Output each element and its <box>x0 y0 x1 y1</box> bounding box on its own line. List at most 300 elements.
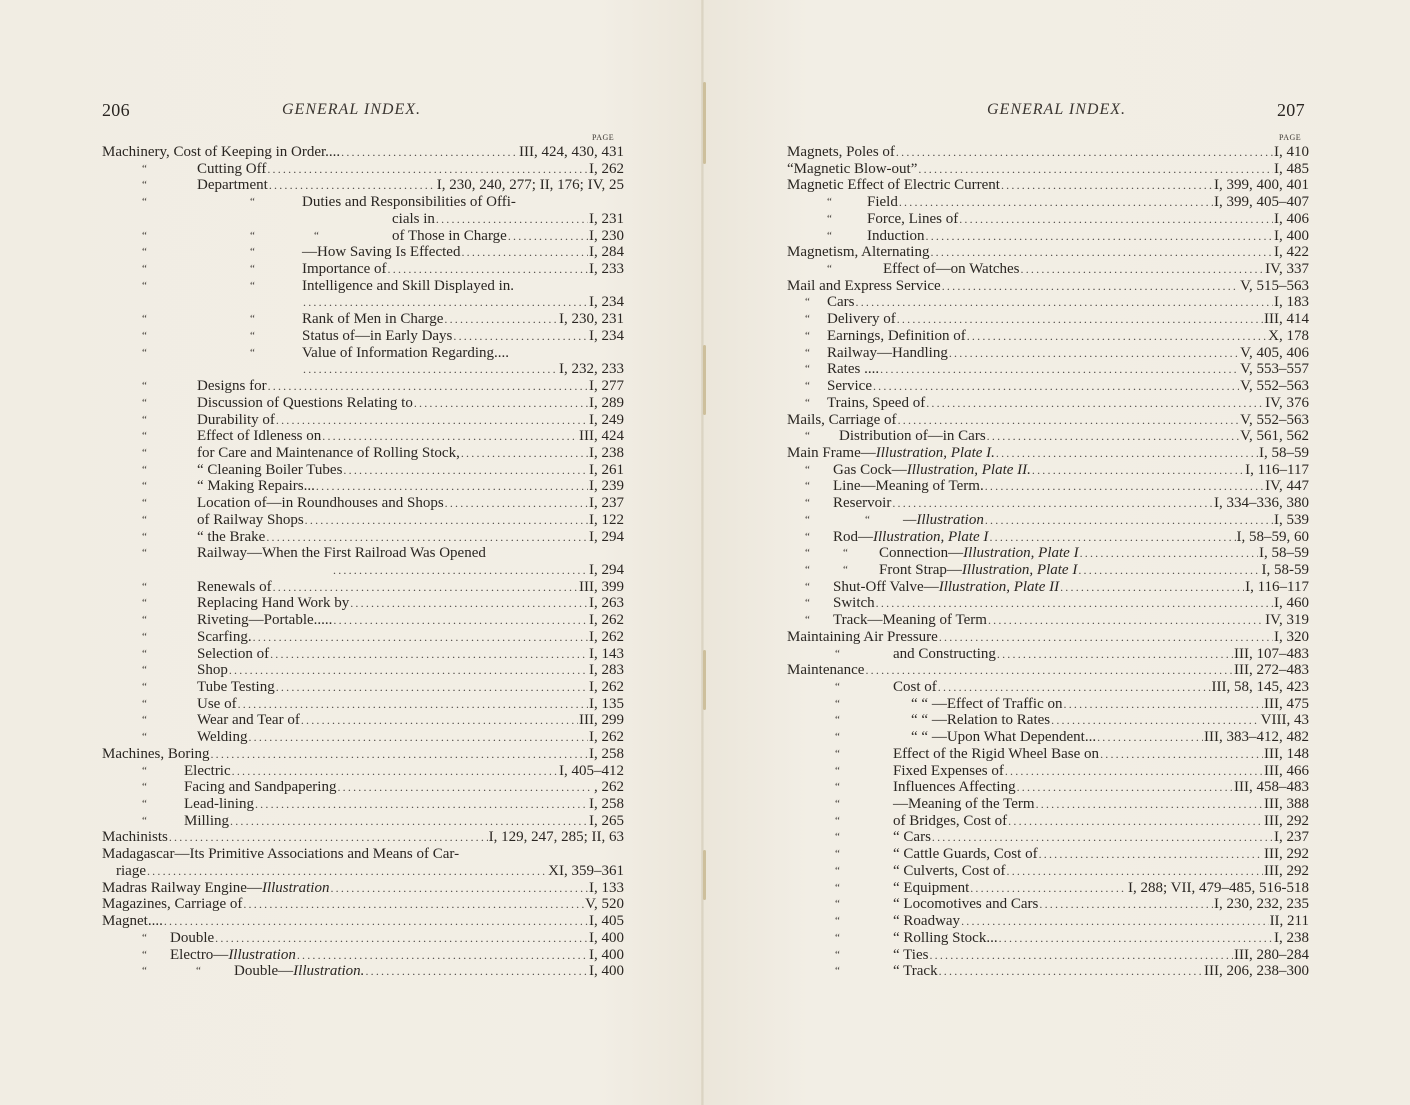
dot-leader <box>987 428 1239 445</box>
page-reference: I, 263 <box>589 595 624 612</box>
ditto-mark: “ <box>835 915 840 928</box>
dot-leader <box>388 261 588 278</box>
index-entry <box>787 562 1309 579</box>
entry-text: riage <box>116 862 146 879</box>
ditto-mark: “ <box>142 647 147 660</box>
index-entry <box>787 177 1309 194</box>
index-entry <box>102 579 624 596</box>
dot-leader <box>988 612 1264 629</box>
entry-italic: Illustration <box>261 879 330 896</box>
ditto-mark: “ <box>835 814 840 827</box>
dot-leader <box>232 763 558 780</box>
dot-leader <box>1051 712 1260 729</box>
index-entry <box>102 345 624 362</box>
entry-text: Location of—in Roundhouses and Shops <box>197 495 444 512</box>
page-reference: I, 230, 231 <box>559 311 624 328</box>
page-number-right: 207 <box>1277 100 1305 120</box>
dot-leader <box>147 863 547 880</box>
entry-text: Cars <box>827 294 855 311</box>
dot-leader <box>444 311 558 328</box>
ditto-mark: “ <box>805 530 810 543</box>
entry-text: Main Frame—Illustration, Plate I. <box>787 444 995 461</box>
dot-leader <box>961 913 1269 930</box>
index-entry <box>787 880 1309 897</box>
ditto-mark: “ <box>142 630 147 643</box>
ditto-mark: “ <box>142 597 147 610</box>
entry-text: Riveting—Portable..... <box>197 612 333 629</box>
entry-text: Railway—Handling <box>827 344 948 361</box>
page-reference: V, 552–563 <box>1240 378 1309 395</box>
page-reference: I, 230, 232, 235 <box>1214 896 1309 913</box>
ditto-mark: “ <box>835 965 840 978</box>
entry-text: Milling <box>184 812 230 829</box>
ditto-mark: “ <box>827 229 832 242</box>
index-entry <box>787 729 1309 746</box>
index-entry <box>787 763 1309 780</box>
page-reference: I, 294 <box>589 528 624 545</box>
entry-text: —Meaning of the Term <box>893 796 1035 813</box>
entry-text: Rod—Illustration, Plate I <box>833 528 989 545</box>
ditto-mark: “ <box>805 346 810 359</box>
dot-leader <box>322 428 578 445</box>
index-entry <box>787 261 1309 278</box>
entry-text: Rank of Men in Charge <box>302 311 444 328</box>
page-reference: I, 234 <box>589 294 624 311</box>
entry-text: “ Cattle Guards, Cost of <box>893 846 1038 863</box>
dot-leader <box>989 529 1235 546</box>
page-reference: I, 485 <box>1274 160 1309 177</box>
dot-leader <box>330 880 588 897</box>
entry-text: Mail and Express Service <box>787 277 941 294</box>
ditto-mark: “ <box>835 931 840 944</box>
entry-text: Cutting Off <box>197 160 267 177</box>
page-reference: I, 231 <box>589 210 624 227</box>
ditto-mark: “ <box>835 831 840 844</box>
index-entry <box>787 428 1309 445</box>
entry-text: Importance of <box>302 261 387 278</box>
entry-text: Maintenance <box>787 662 865 679</box>
entry-text: Fixed Expenses of <box>893 762 1004 779</box>
page-reference: I, 405 <box>589 913 624 930</box>
page-reference: III, 280–284 <box>1234 946 1309 963</box>
dot-leader <box>1005 763 1263 780</box>
entry-text: Rates .... <box>827 361 880 378</box>
page-reference: I, 283 <box>589 662 624 679</box>
dot-leader <box>926 228 1274 245</box>
dot-leader <box>238 696 588 713</box>
index-entry <box>102 311 624 328</box>
index-entry <box>787 947 1309 964</box>
entry-text: cials in <box>392 210 435 227</box>
ditto-mark: “ <box>805 547 810 560</box>
entry-text: —How Saving Is Effected <box>302 244 461 261</box>
index-entry <box>787 612 1309 629</box>
page-reference: III, 148 <box>1264 745 1309 762</box>
index-entry <box>102 930 624 947</box>
dot-leader <box>1017 779 1233 796</box>
entry-text: Replacing Hand Work by <box>197 595 350 612</box>
index-entry <box>787 646 1309 663</box>
page-reference: I, 289 <box>589 394 624 411</box>
ditto-mark: “ <box>805 580 810 593</box>
page-reference: III, 424 <box>579 428 624 445</box>
ditto-mark: “ <box>805 296 810 309</box>
page-reference: V, 405, 406 <box>1240 344 1309 361</box>
dot-leader <box>267 161 588 178</box>
index-entry <box>102 796 624 813</box>
index-entry <box>787 328 1309 345</box>
ditto-mark: “ <box>827 212 832 225</box>
entry-italic: Illustration, Plate I <box>961 561 1078 578</box>
page-reference: I, 230, 240, 277; II, 176; IV, 25 <box>436 177 624 194</box>
entry-text: Shop <box>197 662 228 679</box>
ditto-mark: “ <box>142 396 147 409</box>
dot-leader <box>341 144 518 161</box>
index-entry <box>787 829 1309 846</box>
dot-leader <box>1036 796 1263 813</box>
index-entry <box>102 846 624 863</box>
entry-text: Earnings, Definition of <box>827 327 966 344</box>
page-reference: I, 230 <box>589 227 624 244</box>
index-entry <box>102 612 624 629</box>
ditto-mark: “ <box>805 363 810 376</box>
page-reference: III, 458–483 <box>1234 779 1309 796</box>
entry-text: and Constructing <box>893 645 996 662</box>
entry-text: Switch <box>833 595 875 612</box>
dot-leader <box>996 445 1258 462</box>
index-entry <box>787 913 1309 930</box>
dot-leader <box>970 880 1127 897</box>
ditto-mark: “ <box>835 781 840 794</box>
entry-text: Machines, Boring <box>102 745 210 762</box>
dot-leader <box>897 311 1263 328</box>
page-reference: IV, 376 <box>1265 394 1309 411</box>
index-entry <box>102 545 624 562</box>
index-entry <box>787 930 1309 947</box>
dot-leader <box>876 595 1273 612</box>
ditto-mark: “ <box>142 530 147 543</box>
entry-text <box>903 512 984 529</box>
index-entry <box>102 495 624 512</box>
page-reference: III, 272–483 <box>1234 662 1309 679</box>
page-reference: I, 262 <box>589 612 624 629</box>
dot-leader <box>1021 261 1265 278</box>
page-reference: I, 265 <box>589 812 624 829</box>
ditto-mark: “ <box>843 563 848 576</box>
index-entry <box>787 679 1309 696</box>
index-entry <box>102 913 624 930</box>
index-entry <box>787 595 1309 612</box>
index-entry <box>102 696 624 713</box>
dot-leader <box>169 829 488 846</box>
page-reference: I, 233 <box>589 261 624 278</box>
dot-leader <box>856 294 1274 311</box>
entry-text: “ Cars <box>893 829 931 846</box>
entry-text: Wear and Tear of <box>197 712 300 729</box>
dot-leader <box>276 412 588 429</box>
ditto-mark: “ <box>805 497 810 510</box>
entry-text: Department <box>197 177 268 194</box>
page-reference: I, 400 <box>589 946 624 963</box>
entry-text: Designs for <box>197 378 267 395</box>
entry-text: Double—Illustration. <box>234 963 365 980</box>
dot-leader <box>215 930 588 947</box>
index-entry <box>102 947 624 964</box>
entry-text: “ “ —Relation to Rates <box>911 712 1051 729</box>
entry-text: of Bridges, Cost of <box>893 812 1008 829</box>
dot-leader <box>461 244 588 261</box>
entry-text: Track—Meaning of Term <box>833 612 987 629</box>
ditto-mark: “ <box>805 480 810 493</box>
entry-text: Magnetic Effect of Electric Current <box>787 177 1000 194</box>
ditto-mark: “ <box>835 647 840 660</box>
index-column-right <box>787 144 1309 980</box>
ditto-mark: “ <box>142 781 147 794</box>
entry-text: for Care and Maintenance of Rolling Stock, <box>197 444 460 461</box>
dot-leader <box>985 478 1264 495</box>
index-entry <box>102 412 624 429</box>
page-reference: I, 129, 247, 285; II, 63 <box>488 829 624 846</box>
page-reference: I, 116–117 <box>1245 578 1309 595</box>
ditto-mark: “ <box>142 196 147 209</box>
dot-leader <box>932 829 1273 846</box>
index-entry <box>787 796 1309 813</box>
ditto-mark: “ <box>142 179 147 192</box>
entry-text: Facing and Sandpapering <box>184 779 337 796</box>
dot-leader <box>896 144 1273 161</box>
dot-leader <box>365 963 588 980</box>
entry-text: Cost of <box>893 679 937 695</box>
dot-leader <box>999 930 1273 947</box>
page-reference: I, 539 <box>1274 511 1309 528</box>
entry-text: Magnetism, Alternating <box>787 244 930 261</box>
entry-text: Connection—Illustration, Plate I <box>879 545 1079 562</box>
page-reference: IV, 447 <box>1265 478 1309 495</box>
page-reference: I, 284 <box>589 244 624 261</box>
index-entry <box>102 177 624 194</box>
page-reference: I, 399, 405–407 <box>1214 194 1309 211</box>
page-reference: I, 258 <box>589 745 624 762</box>
dot-leader <box>248 729 588 746</box>
dot-leader <box>959 211 1273 228</box>
index-entry <box>787 529 1309 546</box>
left-page <box>0 0 703 1105</box>
ditto-mark: “ <box>835 848 840 861</box>
entry-text: Electro—Illustration <box>170 946 296 963</box>
page-reference: I, 288; VII, 479–485, 516-518 <box>1128 879 1309 896</box>
index-entry <box>787 144 1309 161</box>
page-reference: I, 261 <box>589 461 624 478</box>
dot-leader <box>949 345 1239 362</box>
entry-text: Welding <box>197 729 248 746</box>
ditto-mark: “ <box>142 430 147 443</box>
ditto-mark: “ <box>250 346 255 359</box>
entry-italic: Illustration <box>228 946 296 963</box>
page-reference: I, 238 <box>589 444 624 461</box>
dot-leader <box>269 177 436 194</box>
page-reference: I, 239 <box>589 478 624 495</box>
index-entry <box>787 194 1309 211</box>
dot-leader <box>297 947 588 964</box>
dot-leader <box>873 378 1239 395</box>
index-entry <box>102 228 624 245</box>
index-entry <box>787 278 1309 295</box>
ditto-mark: “ <box>835 731 840 744</box>
entry-text: Renewals of <box>197 578 272 595</box>
index-entry <box>787 395 1309 412</box>
dot-leader <box>1097 729 1203 746</box>
ditto-mark: “ <box>835 697 840 710</box>
index-entry <box>787 545 1309 562</box>
entry-text: Trains, Speed of <box>827 394 926 411</box>
dot-leader <box>865 662 1233 679</box>
index-entry <box>102 863 624 880</box>
page-reference: IV, 319 <box>1265 612 1309 629</box>
entry-text: Discussion of Questions Relating to <box>197 394 413 411</box>
entry-text: “ Cleaning Boiler Tubes <box>197 461 343 478</box>
ditto-mark: “ <box>142 513 147 526</box>
entry-text: Machinists <box>102 829 168 846</box>
entry-text: Delivery of <box>827 311 896 328</box>
dot-leader <box>164 913 588 930</box>
ditto-mark: “ <box>142 313 147 326</box>
index-entry <box>102 261 624 278</box>
dot-leader <box>898 412 1240 429</box>
page-reference: , 262 <box>594 779 624 796</box>
ditto-mark: “ <box>250 263 255 276</box>
index-entry <box>102 595 624 612</box>
dot-leader <box>1039 896 1213 913</box>
entry-text: Induction <box>867 227 925 244</box>
entry-text: Scarfing. <box>197 628 252 645</box>
entry-text: Magnets, Poles of <box>787 144 895 160</box>
ditto-mark: “ <box>142 681 147 693</box>
index-entry <box>787 629 1309 646</box>
book-gutter <box>701 0 704 1105</box>
page-reference: I, 334–336, 380 <box>1214 495 1309 512</box>
index-entry <box>102 328 624 345</box>
page-reference: III, 292 <box>1264 846 1309 863</box>
index-entry <box>102 144 624 161</box>
dot-leader <box>967 328 1267 345</box>
dot-leader <box>453 328 588 345</box>
entry-text: “ Roadway <box>893 913 961 930</box>
page-reference: III, 299 <box>579 712 624 729</box>
page-reference: III, 292 <box>1264 862 1309 879</box>
entry-text: “ Locomotives and Cars <box>893 896 1039 913</box>
binding-stitch <box>703 345 706 415</box>
dot-leader <box>1032 462 1244 479</box>
dot-leader <box>303 361 558 378</box>
dot-leader <box>899 194 1213 211</box>
index-entry <box>102 462 624 479</box>
dot-leader <box>939 629 1273 646</box>
binding-stitch <box>703 650 706 710</box>
dot-leader <box>1080 545 1258 562</box>
entry-text: “Magnetic Blow-out” <box>787 160 918 177</box>
index-entry <box>787 712 1309 729</box>
index-entry <box>787 579 1309 596</box>
index-entry <box>787 746 1309 763</box>
entry-text: Selection of <box>197 645 270 662</box>
page-reference: III, 424, 430, 431 <box>519 144 624 160</box>
entry-italic: Illustration, Plate I <box>963 545 1079 562</box>
index-entry <box>102 294 624 311</box>
entry-text: “ “ —Effect of Traffic on <box>911 695 1063 712</box>
index-entry <box>787 445 1309 462</box>
page-reference: I, 258 <box>589 796 624 813</box>
page-reference: III, 414 <box>1264 311 1309 328</box>
ditto-mark: “ <box>142 413 147 426</box>
page-column-label-right: PAGE <box>1279 133 1302 142</box>
entry-text: Reservoir <box>833 495 892 512</box>
page-reference: I, 234 <box>589 327 624 344</box>
ditto-mark: “ <box>142 798 147 811</box>
ditto-mark: “ <box>250 329 255 342</box>
entry-text: “ Ties <box>893 946 929 963</box>
page-reference: I, 400 <box>1274 227 1309 244</box>
entry-text: “ Track <box>893 963 938 980</box>
index-entry <box>102 378 624 395</box>
index-entry <box>102 763 624 780</box>
ditto-mark: “ <box>142 263 147 276</box>
ditto-mark: “ <box>835 798 840 811</box>
index-entry <box>102 161 624 178</box>
dot-leader <box>1008 813 1263 830</box>
index-entry <box>102 880 624 897</box>
ditto-mark: “ <box>142 446 147 459</box>
entry-text: Madagascar—Its Primitive Associations and Means of Car- <box>102 846 460 863</box>
dot-leader <box>337 779 593 796</box>
page-reference: I, 58–59, 60 <box>1236 528 1309 545</box>
dot-leader <box>930 244 1273 261</box>
entry-text: of Those in Charge <box>392 227 507 244</box>
ditto-mark: “ <box>827 263 832 276</box>
entry-text: Mails, Carriage of <box>787 411 897 428</box>
ditto-mark: “ <box>835 714 840 727</box>
index-entry <box>102 813 624 830</box>
ditto-mark: “ <box>142 162 147 175</box>
ditto-mark: “ <box>142 965 147 978</box>
ditto-mark: “ <box>250 279 255 292</box>
ditto-mark: “ <box>805 563 810 576</box>
ditto-mark: “ <box>835 881 840 894</box>
page-reference: I, 133 <box>589 879 624 896</box>
ditto-mark: “ <box>835 681 840 693</box>
index-entry <box>102 896 624 913</box>
index-entry <box>102 779 624 796</box>
dot-leader <box>253 629 588 646</box>
right-page <box>703 0 1410 1105</box>
page-reference: I, 262 <box>589 679 624 695</box>
dot-leader <box>508 228 588 245</box>
ditto-mark: “ <box>142 697 147 710</box>
dot-leader <box>1064 696 1264 713</box>
entry-text: Gas Cock—Illustration, Plate II. <box>833 461 1031 478</box>
entry-text: Magnet.... <box>102 913 163 930</box>
dot-leader <box>301 712 578 729</box>
ditto-mark: “ <box>865 513 870 526</box>
entry-italic: Illustration, Plate II <box>938 578 1060 595</box>
ditto-mark: “ <box>843 547 848 560</box>
ditto-mark: “ <box>250 246 255 259</box>
index-entry <box>787 161 1309 178</box>
ditto-mark: “ <box>250 229 255 242</box>
index-entry <box>787 412 1309 429</box>
entry-text: Maintaining Air Pressure <box>787 628 938 645</box>
dot-leader <box>929 947 1233 964</box>
page-reference: I, 122 <box>589 511 624 528</box>
